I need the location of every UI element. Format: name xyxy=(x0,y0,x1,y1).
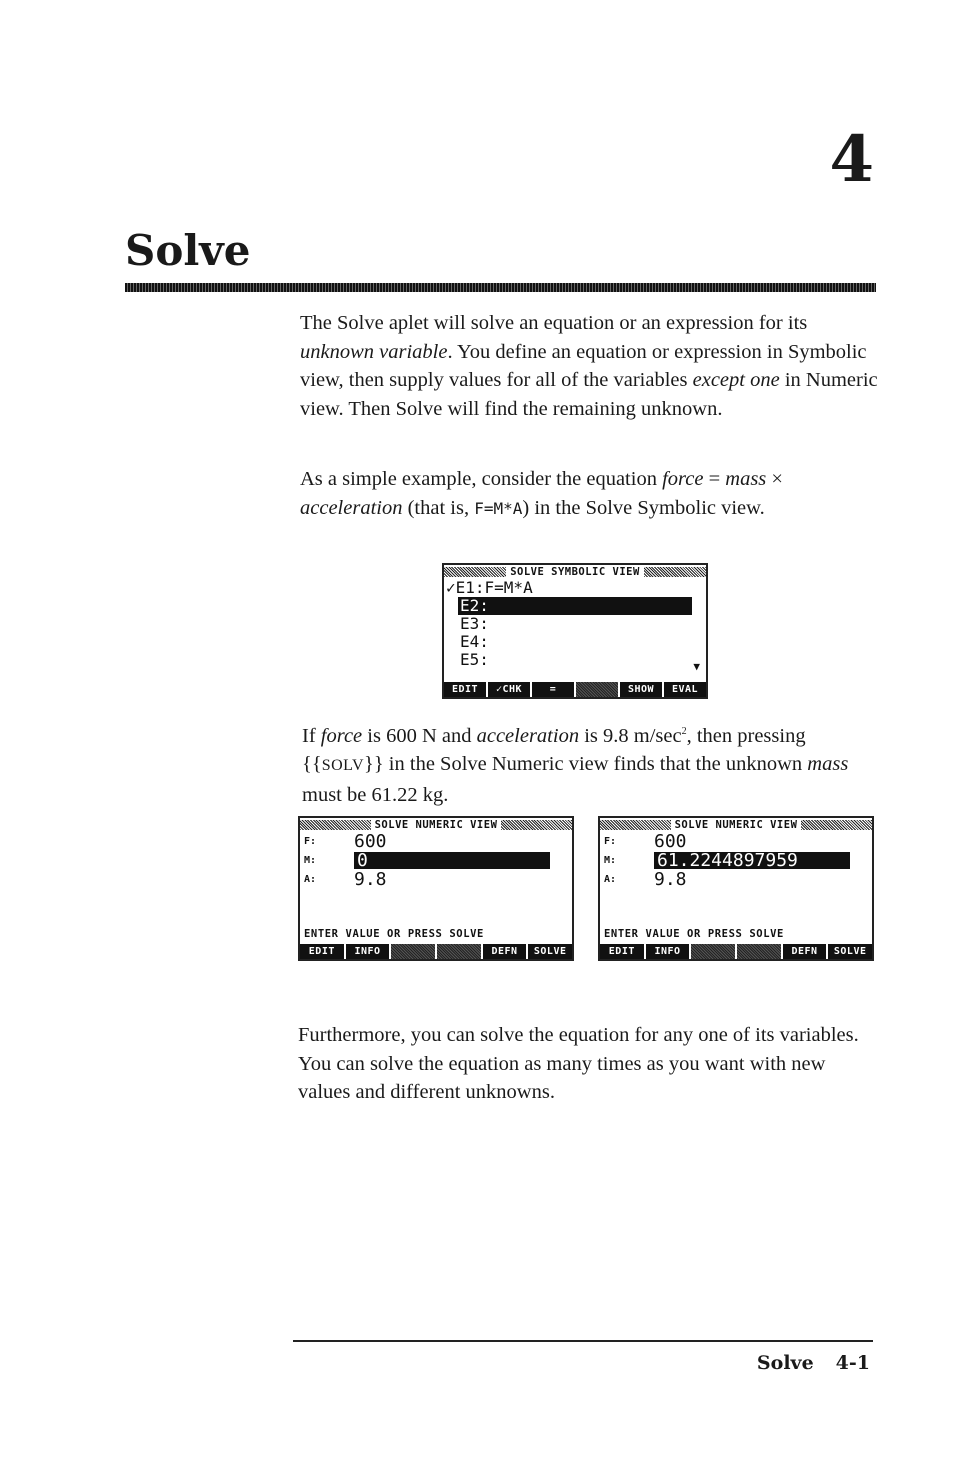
var-label-f: F: xyxy=(304,836,317,847)
title-rule xyxy=(125,283,876,292)
softkey-blank xyxy=(437,944,481,959)
page-footer xyxy=(757,1352,870,1374)
status-message: ENTER VALUE OR PRESS SOLVE xyxy=(304,928,484,940)
softkey-eval: EVAL xyxy=(664,682,706,697)
var-label-m: M: xyxy=(604,855,617,866)
softkey-equals: = xyxy=(532,682,574,697)
intro-paragraph: The Solve aplet will solve an equation or an expression for its unknown variable. You define an equation or expression in Symbolic view, then supply values for all of the variables except one in Numeric view. Then Solve will find the remaining unknown. xyxy=(300,312,878,420)
softkey-info: INFO xyxy=(346,944,390,959)
var-label-f: F: xyxy=(604,836,617,847)
solve-paragraph: If force is 600 N and acceleration is 9.8 $m/\sec^2$, then pressing {{SOLV}} in the Solve Numeric view finds that the unknown mass must be 61.22 kg. xyxy=(302,724,849,806)
example-paragraph: As a simple example, consider the equation force = mass × acceleration (that is, F=M*A) in the Solve Symbolic view. xyxy=(300,468,783,519)
var-label-a: A: xyxy=(604,874,617,885)
equation-row-e1: ✓E1:F=M*A xyxy=(446,578,533,597)
page-number: 4-1 xyxy=(835,1352,870,1374)
softkey-check: ✓CHK xyxy=(488,682,530,697)
equation-row-e4: E4: xyxy=(460,632,489,651)
var-value-f: 600 xyxy=(654,831,687,852)
var-label-a: A: xyxy=(304,874,317,885)
softkey-edit: EDIT xyxy=(600,944,644,959)
softkey-blank xyxy=(691,944,735,959)
status-message: ENTER VALUE OR PRESS SOLVE xyxy=(604,928,784,940)
var-value-f: 600 xyxy=(354,831,387,852)
closing-paragraph: Furthermore, you can solve the equation for any one of its variables. You can solve the equation as many times as you want with new values and different unknowns. xyxy=(298,1024,859,1103)
equation-code: F=M*A xyxy=(474,498,523,518)
var-value-a: 9.8 xyxy=(354,869,387,890)
solv-key: SOLV xyxy=(321,757,364,775)
var-value-m: 61.2244897959 xyxy=(654,852,850,869)
softkey-defn: DEFN xyxy=(483,944,527,959)
screen-header: SOLVE NUMERIC VIEW xyxy=(374,819,498,831)
softkey-defn: DEFN xyxy=(783,944,827,959)
screen-header: SOLVE SYMBOLIC VIEW xyxy=(510,566,640,578)
footer-rule xyxy=(293,1340,873,1342)
scroll-down-icon: ▼ xyxy=(693,660,700,673)
var-label-m: M: xyxy=(304,855,317,866)
softkey-blank xyxy=(737,944,781,959)
softkey-blank xyxy=(391,944,435,959)
equation-row-e3: E3: xyxy=(460,614,489,633)
numeric-view-screen-after xyxy=(598,816,874,961)
softkey-solve: SOLVE xyxy=(528,944,572,959)
equation-row-e2: E2: xyxy=(458,597,692,615)
softkey-show: SHOW xyxy=(620,682,662,697)
softkey-edit: EDIT xyxy=(300,944,344,959)
softkey-blank xyxy=(576,682,618,697)
screen-header: SOLVE NUMERIC VIEW xyxy=(674,819,798,831)
var-value-a: 9.8 xyxy=(654,869,687,890)
numeric-view-screen-before xyxy=(298,816,574,961)
symbolic-view-screen xyxy=(442,563,708,699)
var-value-m: 0 xyxy=(354,852,550,869)
chapter-title: Solve xyxy=(125,226,251,275)
softkey-solve: SOLVE xyxy=(828,944,872,959)
softkey-edit: EDIT xyxy=(444,682,486,697)
softkey-info: INFO xyxy=(646,944,690,959)
footer-section: Solve xyxy=(756,1352,814,1374)
chapter-number: 4 xyxy=(829,122,874,197)
equation-row-e5: E5: xyxy=(460,650,489,669)
